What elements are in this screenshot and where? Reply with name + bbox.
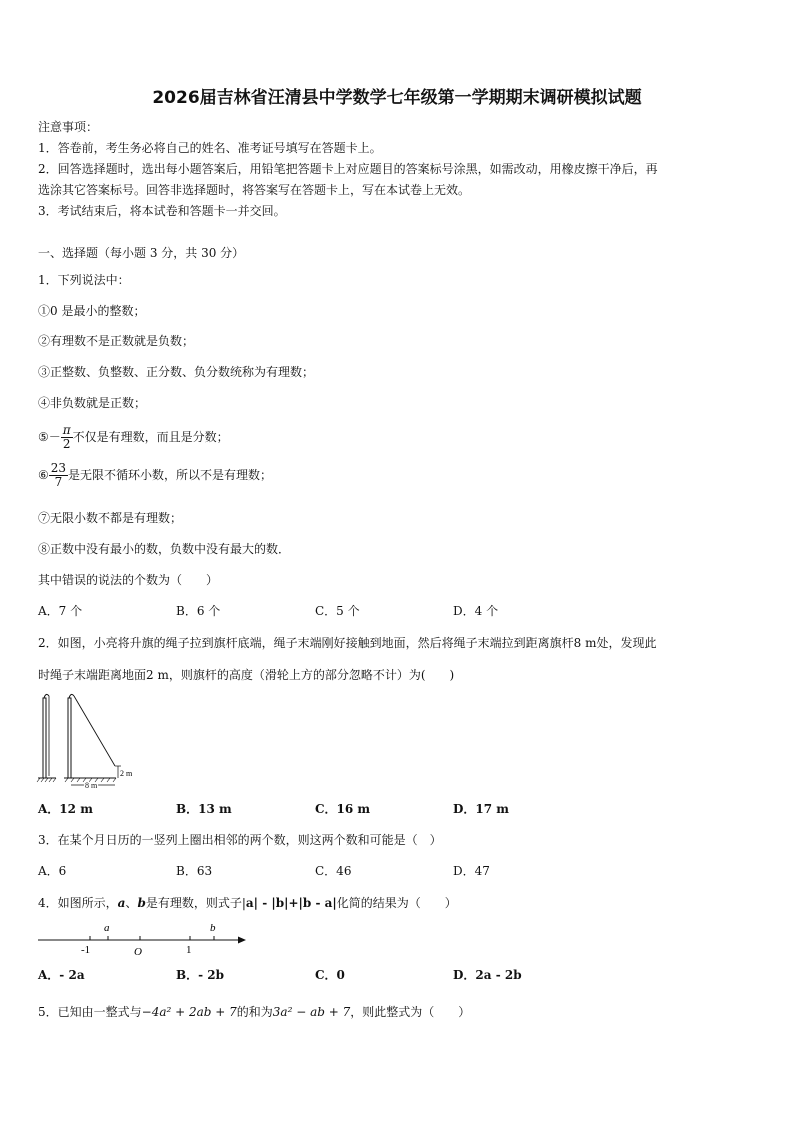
q2-option-a: A．12 m bbox=[38, 802, 93, 816]
fraction-denominator: 2 bbox=[62, 436, 71, 451]
q1-statement bbox=[38, 462, 272, 488]
flagpole-figure bbox=[36, 690, 136, 790]
q1-stem: 1．下列说法中： bbox=[38, 273, 130, 287]
q1-s6-suffix: 是无限不循环小数，所以不是有理数； bbox=[68, 468, 273, 483]
tick-label: -1 bbox=[81, 944, 91, 956]
q1-ask: 其中错误的说法的个数为（ ） bbox=[38, 573, 219, 587]
fraction-numerator: π bbox=[62, 423, 71, 437]
q4-option-c: C．0 bbox=[315, 968, 345, 982]
q4-option-b: B．- 2b bbox=[176, 968, 225, 982]
q1-statement bbox=[38, 424, 229, 450]
label-8m: 8 m bbox=[85, 781, 98, 790]
label-2m: 2 m bbox=[120, 769, 133, 778]
page-title: 2026届吉林省汪清县中学数学七年级第一学期期末调研模拟试题 bbox=[152, 88, 642, 108]
q1-statement: ④非负数就是正数； bbox=[38, 396, 147, 410]
notice-item: 选涂其它答案标号。回答非选择题时，将答案写在答题卡上，写在本试卷上无效。 bbox=[38, 183, 471, 197]
q5-expression-1: −4a² + 2ab + 7 bbox=[141, 1005, 237, 1019]
notice-item: 1．答卷前，考生务必将自己的姓名、准考证号填写在答题卡上。 bbox=[38, 141, 382, 155]
fraction bbox=[61, 424, 73, 450]
point-b-label: b bbox=[210, 922, 216, 934]
q4-stem bbox=[38, 897, 457, 909]
notice-heading: 注意事项： bbox=[38, 120, 99, 134]
q2-stem-line2: 时绳子末端距离地面2 m，则旗杆的高度（滑轮上方的部分忽略不计）为( ) bbox=[38, 668, 455, 682]
q4-var-a: a bbox=[117, 896, 126, 910]
q5-stem-prefix: 5．已知由一整式与 bbox=[38, 1005, 142, 1019]
q5-stem-mid: 的和为 bbox=[236, 1005, 273, 1019]
point-a-label: a bbox=[104, 922, 110, 934]
q1-statement: ⑦无限小数不都是有理数； bbox=[38, 511, 183, 525]
q3-option-c: C．46 bbox=[315, 864, 352, 878]
q2-option-b: B．13 m bbox=[176, 802, 232, 816]
q1-statement: ⑧正数中没有最小的数，负数中没有最大的数． bbox=[38, 542, 291, 556]
q1-s5-prefix: ⑤－ bbox=[38, 430, 61, 445]
notice-item: 3．考试结束后，将本试卷和答题卡一并交回。 bbox=[38, 204, 286, 218]
q4-stem-suffix: 化简的结果为（ ） bbox=[336, 896, 457, 910]
notice-item: 2．回答选择题时，选出每小题答案后，用铅笔把答题卡上对应题目的答案标号涂黑，如需改动，用橡皮擦干净后，再 bbox=[38, 162, 658, 176]
q3-option-a: A．6 bbox=[38, 864, 67, 878]
q5-stem bbox=[38, 1006, 470, 1018]
q4-sep: 、 bbox=[125, 896, 138, 910]
q4-option-a: A．- 2a bbox=[38, 968, 85, 982]
q1-statement: ①0 是最小的整数； bbox=[38, 304, 146, 318]
tick-label: 1 bbox=[186, 944, 192, 956]
q4-stem-mid: 是有理数，则式子| bbox=[145, 896, 246, 910]
q4-var-b: b bbox=[137, 896, 146, 910]
fraction-numerator: 23 bbox=[50, 461, 67, 475]
q1-option-b: B．6 个 bbox=[176, 604, 221, 618]
q4-stem-prefix: 4．如图所示， bbox=[38, 896, 118, 910]
q4-expression: a| - |b|+|b - a| bbox=[245, 896, 337, 910]
q3-stem: 3．在某个月日历的一竖列上圈出相邻的两个数，则这两个数和可能是（ ） bbox=[38, 833, 442, 847]
q2-option-d: D．17 m bbox=[453, 802, 509, 816]
q1-statement: ②有理数不是正数就是负数； bbox=[38, 334, 195, 348]
origin-label: O bbox=[134, 946, 142, 958]
q5-stem-suffix: ，则此整式为（ ） bbox=[350, 1005, 471, 1019]
number-line bbox=[36, 918, 256, 960]
section-heading: 一、选择题（每小题 3 分，共 30 分） bbox=[38, 246, 245, 260]
q1-statement: ③正整数、负整数、正分数、负分数统称为有理数； bbox=[38, 365, 315, 379]
q1-s5-suffix: 不仅是有理数，而且是分数； bbox=[72, 430, 229, 445]
q2-stem-line1: 2．如图，小亮将升旗的绳子拉到旗杆底端，绳子末端刚好接触到地面，然后将绳子末端拉到距离旗杆8 m处，发现此 bbox=[38, 636, 657, 650]
q2-option-c: C．16 m bbox=[315, 802, 371, 816]
q1-option-a: A．7 个 bbox=[38, 604, 83, 618]
q1-option-c: C．5 个 bbox=[315, 604, 360, 618]
q1-option-d: D．4 个 bbox=[453, 604, 499, 618]
q3-option-d: D．47 bbox=[453, 864, 490, 878]
fraction-denominator: 7 bbox=[54, 474, 63, 489]
q1-s6-prefix: ⑥ bbox=[38, 468, 49, 483]
fraction bbox=[49, 462, 68, 488]
q5-expression-2: 3a² − ab + 7 bbox=[272, 1005, 351, 1019]
q4-option-d: D．2a - 2b bbox=[453, 968, 522, 982]
q3-option-b: B．63 bbox=[176, 864, 213, 878]
